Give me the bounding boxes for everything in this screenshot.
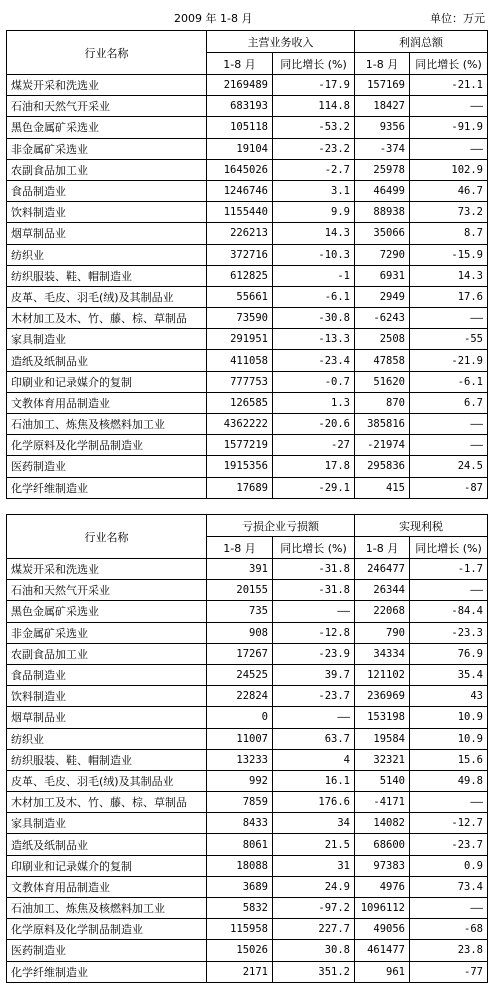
value-cell: 2949 <box>355 286 410 307</box>
value-cell: 21.5 <box>273 834 355 855</box>
table-row <box>7 961 488 982</box>
table-row <box>7 580 488 601</box>
value-cell: —— <box>410 435 488 456</box>
industry-name-cell: 化学原料及化学制品制造业 <box>7 435 207 456</box>
table-row <box>7 456 488 477</box>
industry-name-cell: 石油和天然气开采业 <box>7 580 207 601</box>
value-cell: -30.8 <box>273 308 355 329</box>
table-row <box>7 477 488 498</box>
value-cell: 35066 <box>355 223 410 244</box>
industry-name-cell: 医药制造业 <box>7 940 207 961</box>
table-row <box>7 117 488 138</box>
value-cell: -0.7 <box>273 371 355 392</box>
value-cell: 97383 <box>355 855 410 876</box>
value-cell: 63.7 <box>273 728 355 749</box>
value-cell: 8061 <box>207 834 273 855</box>
value-cell: —— <box>410 96 488 117</box>
industry-name-cell: 煤炭开采和洗选业 <box>7 75 207 96</box>
value-cell: 236969 <box>355 686 410 707</box>
value-cell: 1096112 <box>355 898 410 919</box>
value-cell: 115958 <box>207 919 273 940</box>
value-cell: 0 <box>207 707 273 728</box>
value-cell: 961 <box>355 961 410 982</box>
growth-subheader: 同比增长 (%) <box>273 537 355 559</box>
industry-name-cell: 木材加工及木、竹、藤、棕、草制品 <box>7 792 207 813</box>
value-cell: 683193 <box>207 96 273 117</box>
value-cell: -87 <box>410 477 488 498</box>
value-cell: 8433 <box>207 813 273 834</box>
table-row <box>7 329 488 350</box>
value-cell: 19104 <box>207 138 273 159</box>
value-cell: 6931 <box>355 265 410 286</box>
value-cell: 1.3 <box>273 392 355 413</box>
value-cell: —— <box>410 792 488 813</box>
value-cell: 34334 <box>355 643 410 664</box>
value-cell: 16.1 <box>273 770 355 791</box>
value-cell: 4362222 <box>207 414 273 435</box>
table-row <box>7 813 488 834</box>
period-subheader: 1-8 月 <box>355 537 410 559</box>
value-cell: 385816 <box>355 414 410 435</box>
table-row <box>7 686 488 707</box>
industry-name-header: 行业名称 <box>7 31 207 75</box>
industry-name-cell: 印刷业和记录媒介的复制 <box>7 855 207 876</box>
industry-name-cell: 食品制造业 <box>7 664 207 685</box>
growth-subheader: 同比增长 (%) <box>410 537 488 559</box>
value-cell: 15.6 <box>410 749 488 770</box>
loss-tax-table <box>6 514 488 983</box>
value-cell: 22824 <box>207 686 273 707</box>
value-cell: 2169489 <box>207 75 273 96</box>
value-cell: 411058 <box>207 350 273 371</box>
value-cell: 176.6 <box>273 792 355 813</box>
value-cell: -17.9 <box>273 75 355 96</box>
value-cell: 26344 <box>355 580 410 601</box>
table-row <box>7 834 488 855</box>
value-cell: -12.8 <box>273 622 355 643</box>
table-row <box>7 664 488 685</box>
table-row <box>7 371 488 392</box>
value-cell: 4 <box>273 749 355 770</box>
value-cell: 43 <box>410 686 488 707</box>
table-row <box>7 265 488 286</box>
value-cell: 14.3 <box>273 223 355 244</box>
value-cell: 51620 <box>355 371 410 392</box>
value-cell: 17.6 <box>410 286 488 307</box>
value-cell: 68600 <box>355 834 410 855</box>
revenue-profit-table <box>6 30 488 499</box>
value-cell: 49.8 <box>410 770 488 791</box>
table-row <box>7 138 488 159</box>
table-row <box>7 159 488 180</box>
value-cell: 46499 <box>355 180 410 201</box>
value-cell: 870 <box>355 392 410 413</box>
value-cell: 24525 <box>207 664 273 685</box>
value-cell: 6.7 <box>410 392 488 413</box>
value-cell: 7859 <box>207 792 273 813</box>
period-subheader: 1-8 月 <box>355 53 410 75</box>
value-cell: 34 <box>273 813 355 834</box>
value-cell: 8.7 <box>410 223 488 244</box>
industry-name-cell: 造纸及纸制品业 <box>7 350 207 371</box>
industry-name-cell: 印刷业和记录媒介的复制 <box>7 371 207 392</box>
table-row <box>7 643 488 664</box>
value-cell: -31.8 <box>273 580 355 601</box>
industry-name-cell: 化学纤维制造业 <box>7 477 207 498</box>
value-cell: 13233 <box>207 749 273 770</box>
value-cell: -29.1 <box>273 477 355 498</box>
value-cell: 32321 <box>355 749 410 770</box>
value-cell: 391 <box>207 559 273 580</box>
value-cell: 735 <box>207 601 273 622</box>
value-cell: 3.1 <box>273 180 355 201</box>
value-cell: 4976 <box>355 876 410 897</box>
value-cell: 15026 <box>207 940 273 961</box>
table-row <box>7 96 488 117</box>
industry-name-cell: 皮革、毛皮、羽毛(绒)及其制品业 <box>7 770 207 791</box>
value-cell: -97.2 <box>273 898 355 919</box>
value-cell: -23.4 <box>273 350 355 371</box>
value-cell: 18088 <box>207 855 273 876</box>
industry-name-cell: 非金属矿采选业 <box>7 622 207 643</box>
value-cell: 49056 <box>355 919 410 940</box>
value-cell: 612825 <box>207 265 273 286</box>
industry-name-cell: 饮料制造业 <box>7 202 207 223</box>
value-cell: 35.4 <box>410 664 488 685</box>
value-cell: 992 <box>207 770 273 791</box>
value-cell: 30.8 <box>273 940 355 961</box>
value-cell: -84.4 <box>410 601 488 622</box>
value-cell: —— <box>410 580 488 601</box>
table-row <box>7 876 488 897</box>
table-row <box>7 728 488 749</box>
value-cell: -20.6 <box>273 414 355 435</box>
main-revenue-header: 主营业务收入 <box>207 31 355 53</box>
value-cell: 121102 <box>355 664 410 685</box>
value-cell: 17267 <box>207 643 273 664</box>
value-cell: 372716 <box>207 244 273 265</box>
industry-name-cell: 食品制造业 <box>7 180 207 201</box>
table-row <box>7 392 488 413</box>
value-cell: 908 <box>207 622 273 643</box>
value-cell: 9.9 <box>273 202 355 223</box>
profit-tax-header: 实现利税 <box>355 515 488 537</box>
loss-amount-header: 亏损企业亏损额 <box>207 515 355 537</box>
value-cell: 126585 <box>207 392 273 413</box>
value-cell: -23.7 <box>273 686 355 707</box>
industry-name-cell: 医药制造业 <box>7 456 207 477</box>
table-row <box>7 244 488 265</box>
value-cell: 73.4 <box>410 876 488 897</box>
value-cell: -13.3 <box>273 329 355 350</box>
value-cell: 46.7 <box>410 180 488 201</box>
value-cell: 0.9 <box>410 855 488 876</box>
value-cell: 7290 <box>355 244 410 265</box>
value-cell: -2.7 <box>273 159 355 180</box>
value-cell: 17.8 <box>273 456 355 477</box>
value-cell: 105118 <box>207 117 273 138</box>
industry-name-cell: 纺织业 <box>7 244 207 265</box>
value-cell: -21.9 <box>410 350 488 371</box>
value-cell: 1915356 <box>207 456 273 477</box>
table-row <box>7 350 488 371</box>
table-body <box>7 75 488 499</box>
table-row <box>7 414 488 435</box>
growth-subheader: 同比增长 (%) <box>410 53 488 75</box>
value-cell: 461477 <box>355 940 410 961</box>
table-row <box>7 919 488 940</box>
value-cell: 55661 <box>207 286 273 307</box>
value-cell: 18427 <box>355 96 410 117</box>
industry-name-cell: 石油加工、炼焦及核燃料加工业 <box>7 414 207 435</box>
industry-name-cell: 文教体育用品制造业 <box>7 876 207 897</box>
value-cell: -31.8 <box>273 559 355 580</box>
industry-name-cell: 农副食品加工业 <box>7 643 207 664</box>
value-cell: 102.9 <box>410 159 488 180</box>
value-cell: -1.7 <box>410 559 488 580</box>
table-row <box>7 601 488 622</box>
value-cell: —— <box>273 601 355 622</box>
value-cell: —— <box>410 414 488 435</box>
value-cell: -23.3 <box>410 622 488 643</box>
table-row <box>7 435 488 456</box>
industry-name-cell: 石油加工、炼焦及核燃料加工业 <box>7 898 207 919</box>
value-cell: —— <box>273 707 355 728</box>
table-row <box>7 940 488 961</box>
value-cell: -55 <box>410 329 488 350</box>
industry-name-cell: 黑色金属矿采选业 <box>7 601 207 622</box>
value-cell: —— <box>410 308 488 329</box>
value-cell: -23.7 <box>410 834 488 855</box>
industry-name-cell: 造纸及纸制品业 <box>7 834 207 855</box>
value-cell: -23.9 <box>273 643 355 664</box>
value-cell: 246477 <box>355 559 410 580</box>
industry-name-cell: 木材加工及木、竹、藤、棕、草制品 <box>7 308 207 329</box>
industry-name-cell: 非金属矿采选业 <box>7 138 207 159</box>
industry-name-cell: 家具制造业 <box>7 813 207 834</box>
value-cell: 291951 <box>207 329 273 350</box>
value-cell: -6.1 <box>410 371 488 392</box>
value-cell: —— <box>410 138 488 159</box>
value-cell: 39.7 <box>273 664 355 685</box>
value-cell: 153198 <box>355 707 410 728</box>
industry-name-cell: 纺织服装、鞋、帽制造业 <box>7 749 207 770</box>
value-cell: 5140 <box>355 770 410 791</box>
table-row <box>7 770 488 791</box>
value-cell: 73590 <box>207 308 273 329</box>
value-cell: -21.1 <box>410 75 488 96</box>
value-cell: -15.9 <box>410 244 488 265</box>
value-cell: 22068 <box>355 601 410 622</box>
period-subheader: 1-8 月 <box>207 537 273 559</box>
value-cell: 14082 <box>355 813 410 834</box>
industry-name-cell: 纺织服装、鞋、帽制造业 <box>7 265 207 286</box>
value-cell: —— <box>410 898 488 919</box>
value-cell: 24.9 <box>273 876 355 897</box>
industry-name-cell: 家具制造业 <box>7 329 207 350</box>
value-cell: 19584 <box>355 728 410 749</box>
caption-date: 2009 年 1-8 月 <box>174 12 253 25</box>
table-row <box>7 308 488 329</box>
value-cell: 9356 <box>355 117 410 138</box>
value-cell: -21974 <box>355 435 410 456</box>
value-cell: 1577219 <box>207 435 273 456</box>
table-caption <box>6 5 487 25</box>
table-row <box>7 792 488 813</box>
value-cell: 2508 <box>355 329 410 350</box>
value-cell: -12.7 <box>410 813 488 834</box>
value-cell: -6243 <box>355 308 410 329</box>
table-row <box>7 202 488 223</box>
value-cell: 157169 <box>355 75 410 96</box>
industry-name-cell: 烟草制品业 <box>7 223 207 244</box>
industry-name-cell: 化学纤维制造业 <box>7 961 207 982</box>
industry-name-cell: 纺织业 <box>7 728 207 749</box>
table-row <box>7 707 488 728</box>
value-cell: 114.8 <box>273 96 355 117</box>
industry-name-cell: 皮革、毛皮、羽毛(绒)及其制品业 <box>7 286 207 307</box>
value-cell: 73.2 <box>410 202 488 223</box>
caption-unit: 单位：万元 <box>430 12 485 25</box>
value-cell: 88938 <box>355 202 410 223</box>
industry-name-cell: 文教体育用品制造业 <box>7 392 207 413</box>
table-row <box>7 622 488 643</box>
value-cell: -77 <box>410 961 488 982</box>
value-cell: -53.2 <box>273 117 355 138</box>
value-cell: 47858 <box>355 350 410 371</box>
value-cell: -10.3 <box>273 244 355 265</box>
table-row <box>7 749 488 770</box>
table-row <box>7 855 488 876</box>
value-cell: 1246746 <box>207 180 273 201</box>
table-row <box>7 180 488 201</box>
table-body <box>7 559 488 983</box>
value-cell: 20155 <box>207 580 273 601</box>
value-cell: -1 <box>273 265 355 286</box>
value-cell: 227.7 <box>273 919 355 940</box>
growth-subheader: 同比增长 (%) <box>273 53 355 75</box>
value-cell: 11007 <box>207 728 273 749</box>
value-cell: 3689 <box>207 876 273 897</box>
value-cell: -23.2 <box>273 138 355 159</box>
table-row <box>7 223 488 244</box>
industry-name-cell: 饮料制造业 <box>7 686 207 707</box>
value-cell: 415 <box>355 477 410 498</box>
value-cell: 10.9 <box>410 728 488 749</box>
table-row <box>7 559 488 580</box>
industry-name-header: 行业名称 <box>7 515 207 559</box>
value-cell: 24.5 <box>410 456 488 477</box>
value-cell: -91.9 <box>410 117 488 138</box>
value-cell: 17689 <box>207 477 273 498</box>
value-cell: 14.3 <box>410 265 488 286</box>
table-row <box>7 75 488 96</box>
value-cell: 1155440 <box>207 202 273 223</box>
value-cell: 777753 <box>207 371 273 392</box>
value-cell: 295836 <box>355 456 410 477</box>
value-cell: 351.2 <box>273 961 355 982</box>
value-cell: -4171 <box>355 792 410 813</box>
industry-name-cell: 石油和天然气开采业 <box>7 96 207 117</box>
value-cell: -374 <box>355 138 410 159</box>
industry-name-cell: 黑色金属矿采选业 <box>7 117 207 138</box>
industry-name-cell: 烟草制品业 <box>7 707 207 728</box>
value-cell: 226213 <box>207 223 273 244</box>
value-cell: 1645026 <box>207 159 273 180</box>
value-cell: 31 <box>273 855 355 876</box>
value-cell: 2171 <box>207 961 273 982</box>
table-row <box>7 286 488 307</box>
industry-name-cell: 煤炭开采和洗选业 <box>7 559 207 580</box>
value-cell: 10.9 <box>410 707 488 728</box>
industry-name-cell: 化学原料及化学制品制造业 <box>7 919 207 940</box>
table-row <box>7 898 488 919</box>
value-cell: 23.8 <box>410 940 488 961</box>
value-cell: -27 <box>273 435 355 456</box>
total-profit-header: 利润总额 <box>355 31 488 53</box>
value-cell: 76.9 <box>410 643 488 664</box>
value-cell: -68 <box>410 919 488 940</box>
value-cell: -6.1 <box>273 286 355 307</box>
value-cell: 5832 <box>207 898 273 919</box>
value-cell: 25978 <box>355 159 410 180</box>
period-subheader: 1-8 月 <box>207 53 273 75</box>
industry-name-cell: 农副食品加工业 <box>7 159 207 180</box>
value-cell: 790 <box>355 622 410 643</box>
